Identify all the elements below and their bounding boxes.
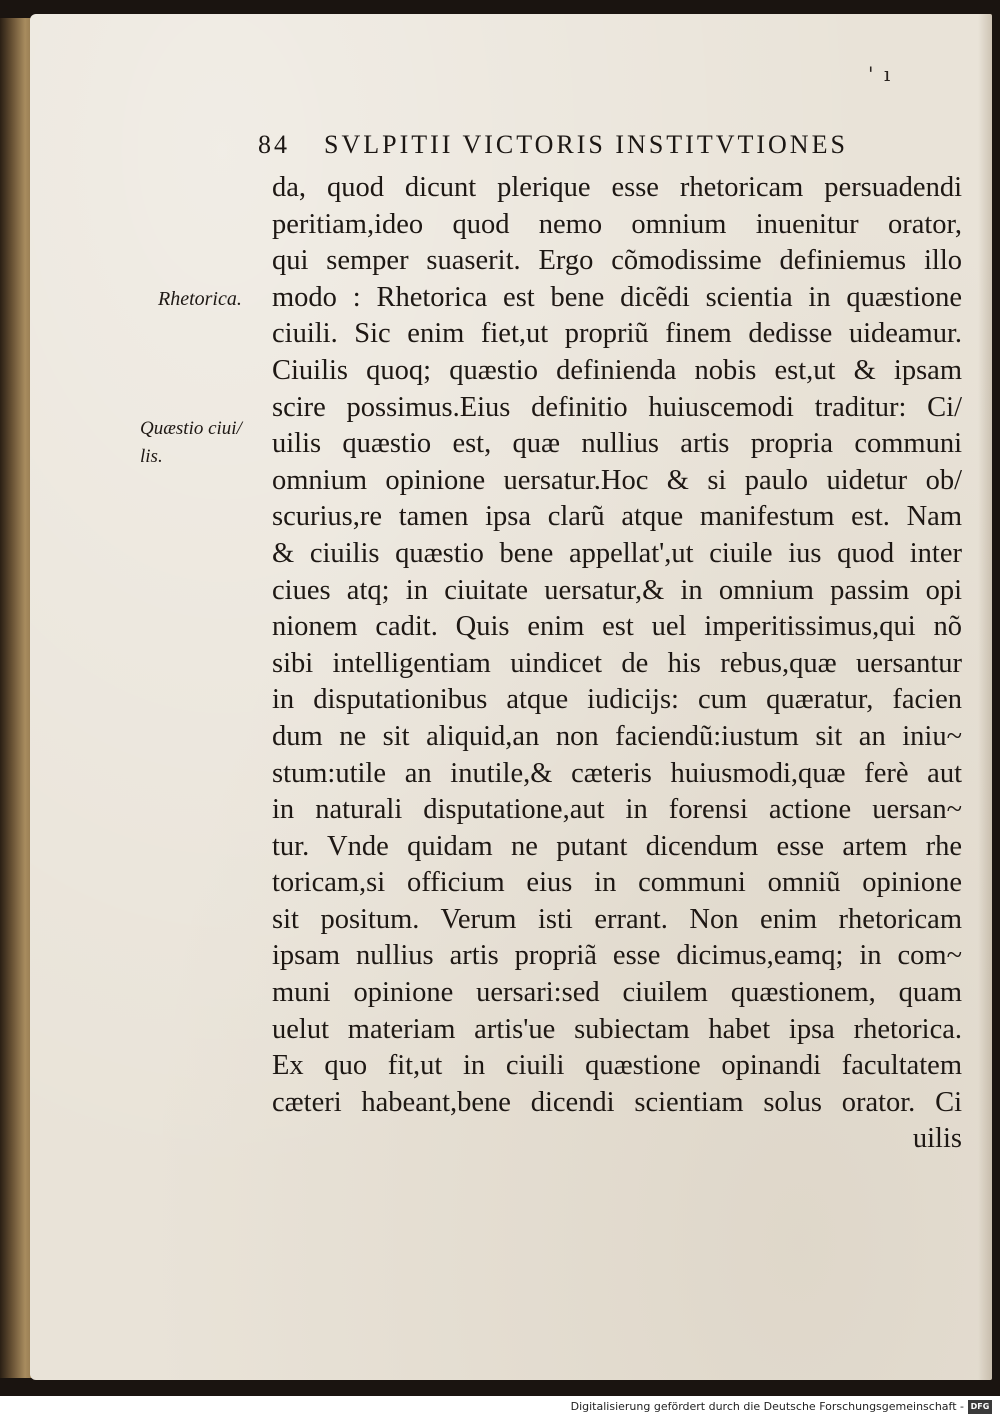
text-line: modo : Rhetorica est bene dicẽdi scientia in quæstione: [272, 281, 962, 313]
text-line: tur. Vnde quidam ne putant dicendum esse artem rhe: [272, 830, 962, 862]
page-number: 84: [258, 130, 290, 159]
text-line: peritiam,ideo quod nemo omnium inuenitur orator,: [272, 208, 962, 240]
digitization-footer: [0, 1396, 1000, 1419]
running-header: [258, 130, 848, 160]
text-line: ipsam nullius artis propriã esse dicimus,eamq; in com~: [272, 940, 962, 972]
text-line: & ciuilis quæstio bene appellat',ut ciuile ius quod inter: [272, 537, 962, 569]
text-line: nionem cadit. Quis enim est uel imperitissimus,qui nõ: [272, 611, 962, 643]
margin-note-rhetorica: Rhetorica.: [158, 288, 242, 310]
text-line: scire possimus.Eius definitio huiuscemodi traditur: Ci/: [272, 391, 962, 423]
margin-note-quaestio-cont: lis.: [140, 446, 163, 467]
text-line: dum ne sit aliquid,an non faciendũ:iustum sit an iniu~: [272, 720, 962, 752]
text-line: omnium opinione uersatur.Hoc & si paulo uidetur ob/: [272, 464, 962, 496]
text-line: qui semper suaserit. Ergo cõmodissime definiemus illo: [272, 245, 962, 277]
dfg-logo-icon: DFG: [968, 1400, 992, 1414]
text-line: da, quod dicunt plerique esse rhetoricam persuadendi: [272, 172, 962, 203]
text-line: uelut materiam artis'ue subiectam habet ipsa rhetorica.: [272, 1013, 962, 1045]
text-line: sibi intelligentiam uindicet de his rebus,quæ uersantur: [272, 647, 962, 679]
page-edge-shadow: [978, 14, 992, 1380]
text-line: stum:utile an inutile,& cæteris huiusmodi,quæ ferè aut: [272, 757, 962, 789]
text-line: muni opinione uersari:sed ciuilem quæstionem, quam: [272, 977, 962, 1009]
corner-mark: ' ı: [868, 62, 893, 86]
text-line: scurius,re tamen ipsa clarũ atque manifestum est. Nam: [272, 501, 962, 533]
text-line: in disputationibus atque iudicijs: cum quæratur, facien: [272, 684, 962, 716]
text-line: ciuili. Sic enim fiet,ut propriũ finem dedisse uideamur.: [272, 318, 962, 350]
margin-note-quaestio: Quæstio ciui/: [140, 418, 242, 439]
text-line: in naturali disputatione,aut in forensi actione uersan~: [272, 794, 962, 826]
text-line: sit positum. Verum isti errant. Non enim rhetoricam: [272, 903, 962, 935]
text-line: cæteri habeant,bene dicendi scientiam solus orator. Ci: [272, 1086, 962, 1118]
running-title: SVLPITII VICTORIS INSTITVTIONES: [324, 130, 848, 159]
text-line: ciues atq; in ciuitate uersatur,& in omnium passim opi: [272, 574, 962, 606]
catchword: uilis: [912, 1123, 962, 1155]
text-block: [272, 170, 962, 1158]
footer-credit: Digitalisierung gefördert durch die Deutsche Forschungsgemeinschaft -: [570, 1400, 964, 1413]
text-line: Ex quo fit,ut in ciuili quæstione opinandi facultatem: [272, 1050, 962, 1082]
text-line: Ciuilis quoq; quæstio definienda nobis est,ut & ipsam: [272, 354, 962, 386]
text-line: toricam,si officium eius in communi omniũ opinione: [272, 867, 962, 899]
text-line: uilis quæstio est, quæ nullius artis propria communi: [272, 428, 962, 460]
